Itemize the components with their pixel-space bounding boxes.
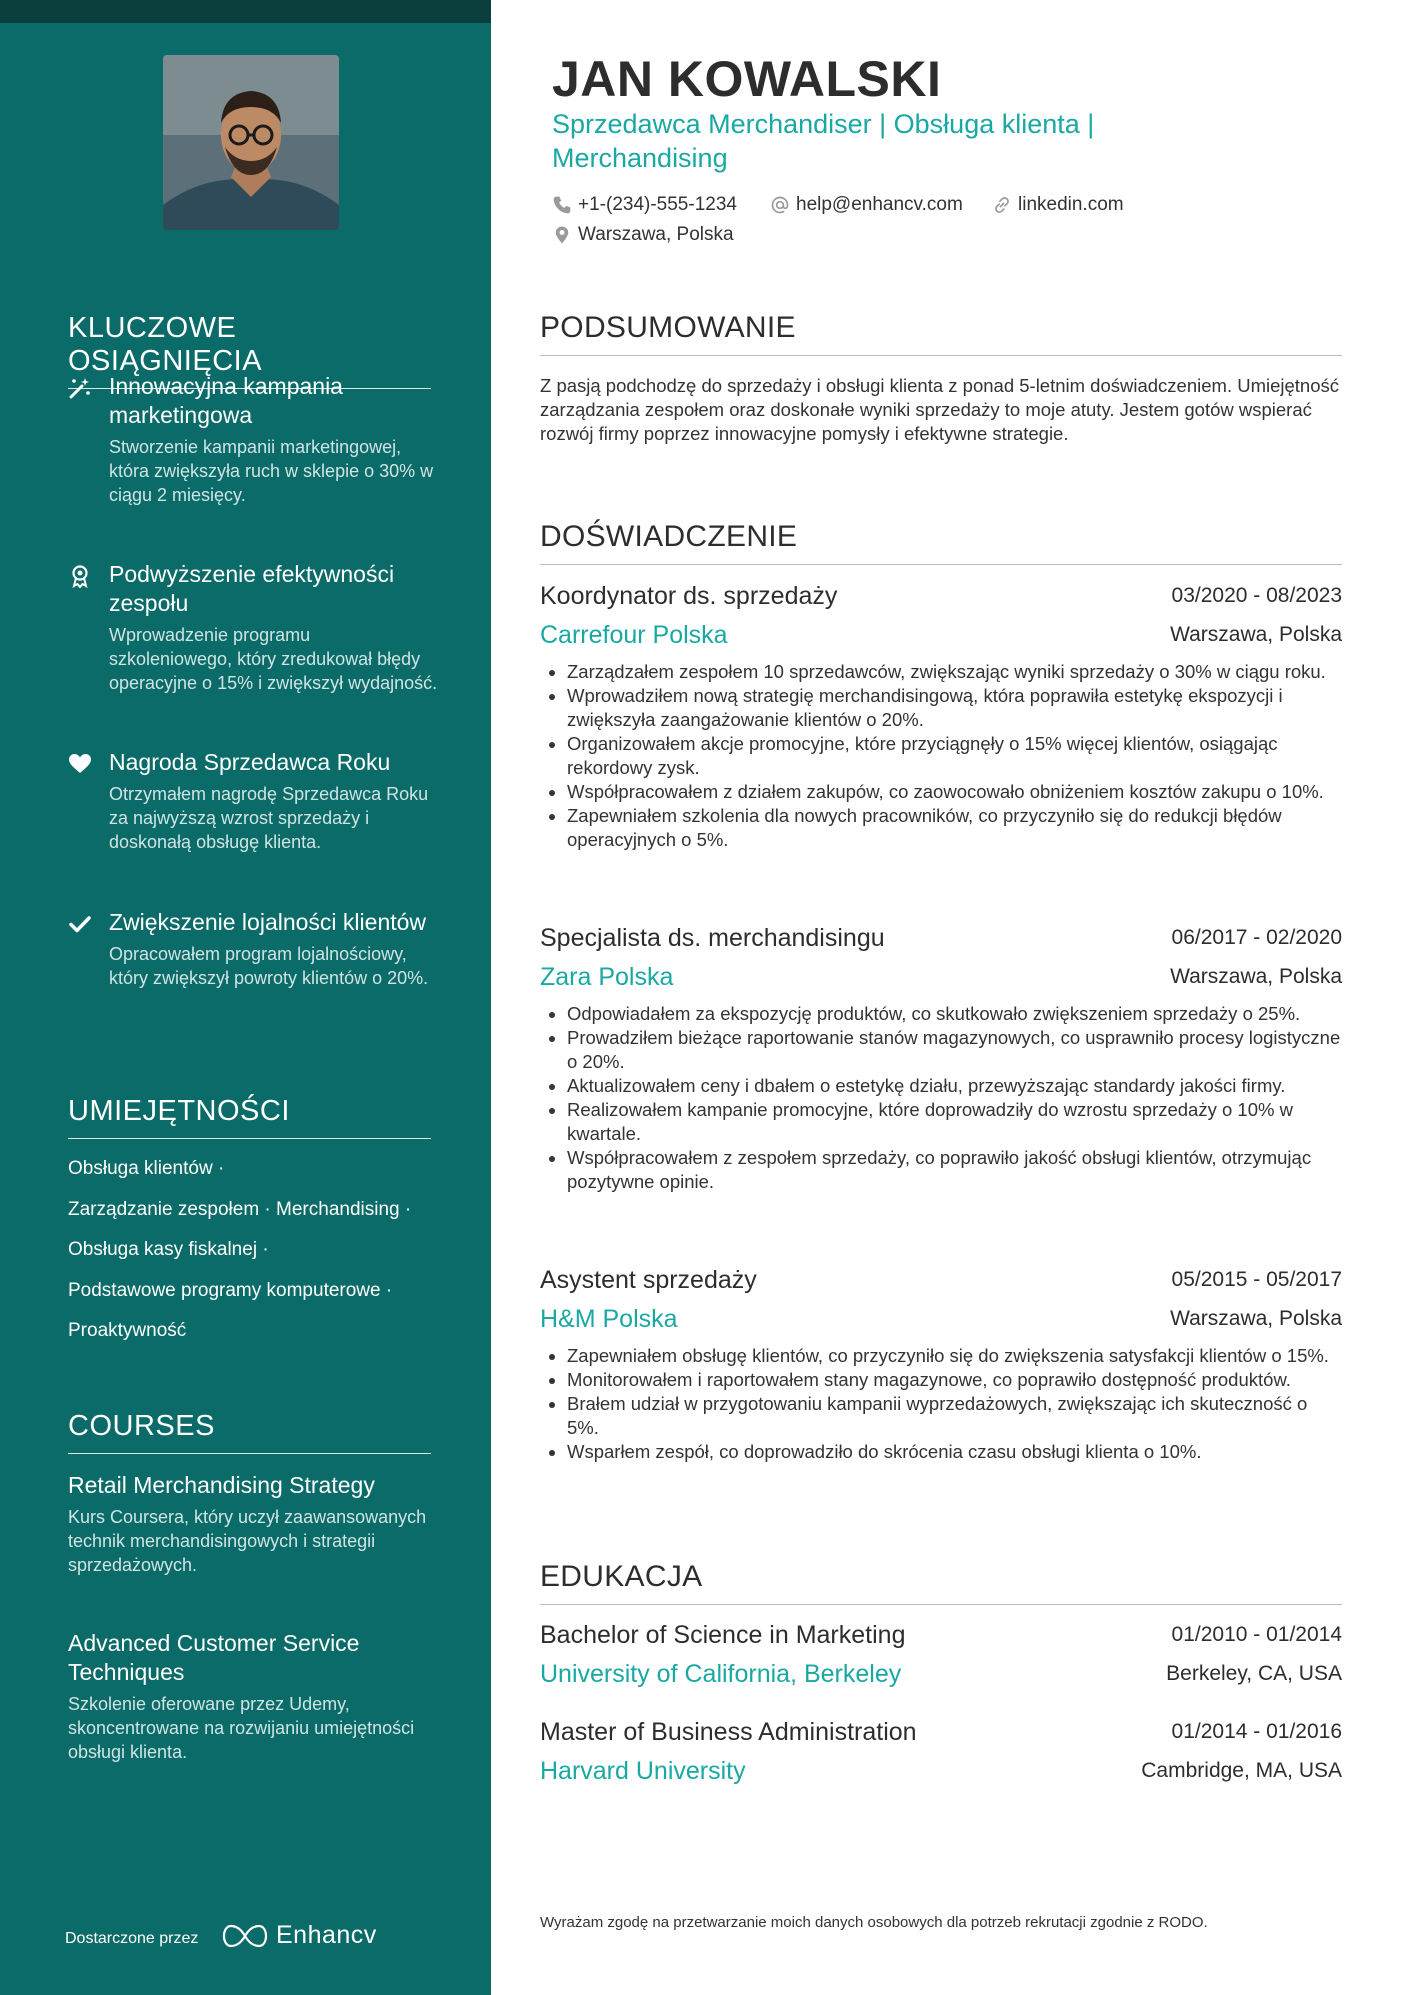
job-dates: 06/2017 - 02/2020 [1171, 926, 1342, 949]
job-title: Koordynator ds. sprzedaży [540, 582, 838, 610]
job-bullet: • Zapewniałem obsługę klientów, co przyczyniło się do zwiększenia satysfakcji klientów o 15%. [567, 1344, 1342, 1368]
job-company: H&M Polska [540, 1305, 678, 1333]
summary-text: Z pasją podchodzę do sprzedaży i obsługi klienta z ponad 5-letnim doświadczeniem. Umiejętność zarządzania zespołem oraz doskonałe wyniki sprzedaży to moje atuty. Jestem gotów wspierać rozwój firmy poprzez innowacyjne pomysły i efektywne strategie. [540, 375, 1340, 444]
job-bullet: • Zarządzałem zespołem 10 sprzedawców, zwiększając wyniki sprzedaży o 30% w ciągu roku. [567, 660, 1342, 684]
job-bullet: • Odpowiadałem za ekspozycję produktów, co skutkowało zwiększeniem sprzedaży o 25%. [567, 1002, 1342, 1026]
course-desc: Szkolenie oferowane przez Udemy, skoncentrowane na rozwijaniu umiejętności obsługi klienta. [68, 1694, 415, 1762]
job-bullets [540, 1344, 1342, 1464]
skill-item: Obsługa kasy fiskalnej · [68, 1239, 269, 1260]
summary-title: PODSUMOWANIE [540, 311, 1342, 356]
heart-icon [68, 752, 92, 776]
skill-item: Proaktywność [68, 1320, 187, 1341]
job-entry [540, 924, 1342, 1194]
edu-dates: 01/2014 - 01/2016 [1171, 1720, 1342, 1743]
skill-item: Zarządzanie zespołem · Merchandising · [68, 1199, 412, 1220]
linkedin-text: linkedin.com [1018, 194, 1124, 215]
powered-by-label: Dostarczone przez [65, 1930, 199, 1947]
achievement-item [68, 372, 438, 507]
job-dates: 05/2015 - 05/2017 [1171, 1268, 1342, 1291]
achievement-title: Innowacyjna kampania marketingowa [109, 373, 343, 428]
achievement-title: Zwiększenie lojalności klientów [109, 909, 427, 935]
sidebar [0, 0, 491, 1995]
award-medal-icon [68, 564, 92, 588]
job-dates: 03/2020 - 08/2023 [1171, 584, 1342, 607]
job-location: Warszawa, Polska [1170, 1307, 1342, 1330]
phone-text: +1-(234)-555-1234 [578, 194, 737, 215]
education-entry [540, 1718, 1342, 1796]
checkmark-icon [68, 912, 92, 936]
course-title: Advanced Customer Service Techniques [68, 1630, 360, 1685]
job-bullets [540, 1002, 1342, 1194]
edu-location: Cambridge, MA, USA [1141, 1759, 1342, 1782]
education-entry [540, 1621, 1342, 1699]
job-bullet: • Współpracowałem z zespołem sprzedaży, co poprawiło jakość obsługi klientów, otrzymując pozytywne opinie. [567, 1146, 1342, 1194]
job-bullet: • Monitorowałem i raportowałem stany magazynowe, co poprawiło dostępność produktów. [567, 1368, 1342, 1392]
job-bullet: • Zapewniałem szkolenia dla nowych pracowników, co przyczyniło się do redukcji błędów operacyjnych o 5%. [567, 804, 1342, 852]
job-bullet: • Organizowałem akcje promocyjne, które przyciągnęły o 15% więcej klientów, osiągając rekordowy zysk. [567, 732, 1342, 780]
sidebar-top-bar [0, 0, 491, 23]
experience-title: DOŚWIADCZENIE [540, 520, 1342, 565]
job-entry [540, 582, 1342, 852]
achievement-desc: Stworzenie kampanii marketingowej, która zwiększyła ruch w sklepie o 30% w ciągu 2 miesięcy. [109, 437, 434, 505]
enhancv-brand-text: Enhancv [276, 1921, 377, 1949]
edu-location: Berkeley, CA, USA [1166, 1662, 1342, 1685]
location-text: Warszawa, Polska [578, 224, 734, 245]
achievement-title: Podwyższenie efektywności zespołu [109, 561, 395, 616]
phone-icon [552, 195, 572, 215]
skills-title: UMIEJĘTNOŚCI [68, 1095, 431, 1139]
education-title: EDUKACJA [540, 1560, 1342, 1605]
contact-phone[interactable] [552, 194, 737, 216]
candidate-name: JAN KOWALSKI [552, 51, 942, 107]
course-desc: Kurs Coursera, który uczył zaawansowanych technik merchandisingowych i strategii sprzedażowych. [68, 1507, 427, 1575]
gdpr-consent: Wyrażam zgodę na przetwarzanie moich danych osobowych dla potrzeb rekrutacji zgodnie z RODO. [540, 1914, 1208, 1931]
achievement-item [68, 560, 438, 695]
job-bullet: • Brałem udział w przygotowaniu kampanii wyprzedażowych, zwiększając ich skuteczność o 5%. [567, 1392, 1342, 1440]
enhancv-logo[interactable] [222, 1921, 377, 1950]
contact-linkedin[interactable] [992, 194, 1124, 216]
job-bullet: • Wprowadziłem nową strategię merchandisingową, która poprawiła estetykę ekspozycji i zwiększyła zaangażowanie klientów o 20%. [567, 684, 1342, 732]
course-item [68, 1629, 438, 1764]
profile-photo [163, 55, 339, 230]
job-bullets [540, 660, 1342, 852]
achievement-desc: Otrzymałem nagrodę Sprzedawca Roku za najwyższą wzrost sprzedaży i doskonałą obsługę klienta. [109, 784, 429, 852]
achievement-item [68, 908, 438, 990]
at-sign-icon [770, 195, 790, 215]
courses-title: COURSES [68, 1410, 431, 1454]
magic-wand-icon [68, 376, 92, 400]
course-item [68, 1471, 438, 1577]
contact-location [552, 224, 734, 246]
achievement-title: Nagroda Sprzedawca Roku [109, 749, 391, 775]
job-company: Zara Polska [540, 963, 674, 991]
achievement-desc: Wprowadzenie programu szkoleniowego, który zredukował błędy operacyjne o 15% i zwiększył wydajność. [109, 625, 438, 693]
email-text: help@enhancv.com [796, 194, 963, 215]
job-title: Asystent sprzedaży [540, 1266, 757, 1294]
skill-item: Podstawowe programy komputerowe · [68, 1280, 393, 1301]
edu-degree: Master of Business Administration [540, 1718, 917, 1746]
skill-item: Obsługa klientów · [68, 1158, 225, 1179]
location-pin-icon [552, 225, 572, 245]
job-bullet: • Aktualizowałem ceny i dbałem o estetykę działu, przewyższając standardy jakości firmy. [567, 1074, 1342, 1098]
achievement-item [68, 748, 438, 854]
job-title: Specjalista ds. merchandisingu [540, 924, 885, 952]
job-bullet: • Prowadziłem bieżące raportowanie stanów magazynowych, co usprawniło procesy logistyczne o 20%. [567, 1026, 1342, 1074]
job-company: Carrefour Polska [540, 621, 728, 649]
edu-dates: 01/2010 - 01/2014 [1171, 1623, 1342, 1646]
achievements-title: KLUCZOWE OSIĄGNIĘCIA [68, 312, 431, 389]
job-bullet: • Realizowałem kampanie promocyjne, które doprowadziły do wzrostu sprzedaży o 10% w kwartale. [567, 1098, 1342, 1146]
edu-school: Harvard University [540, 1757, 746, 1785]
edu-school: University of California, Berkeley [540, 1660, 902, 1688]
job-location: Warszawa, Polska [1170, 623, 1342, 646]
edu-degree: Bachelor of Science in Marketing [540, 1621, 906, 1649]
job-bullet: • Wsparłem zespół, co doprowadziło do skrócenia czasu obsługi klienta o 10%. [567, 1440, 1342, 1464]
job-bullet: • Współpracowałem z działem zakupów, co zaowocowało obniżeniem kosztów zakupu o 10%. [567, 780, 1342, 804]
contact-email[interactable] [770, 194, 963, 216]
job-entry [540, 1266, 1342, 1464]
achievement-desc: Opracowałem program lojalnościowy, który zwiększył powroty klientów o 20%. [109, 944, 429, 988]
enhancv-infinity-icon [222, 1923, 268, 1949]
candidate-headline: Sprzedawca Merchandiser | Obsługa klienta | Merchandising [552, 109, 1095, 173]
job-location: Warszawa, Polska [1170, 965, 1342, 988]
course-title: Retail Merchandising Strategy [68, 1472, 375, 1498]
link-icon [992, 195, 1012, 215]
